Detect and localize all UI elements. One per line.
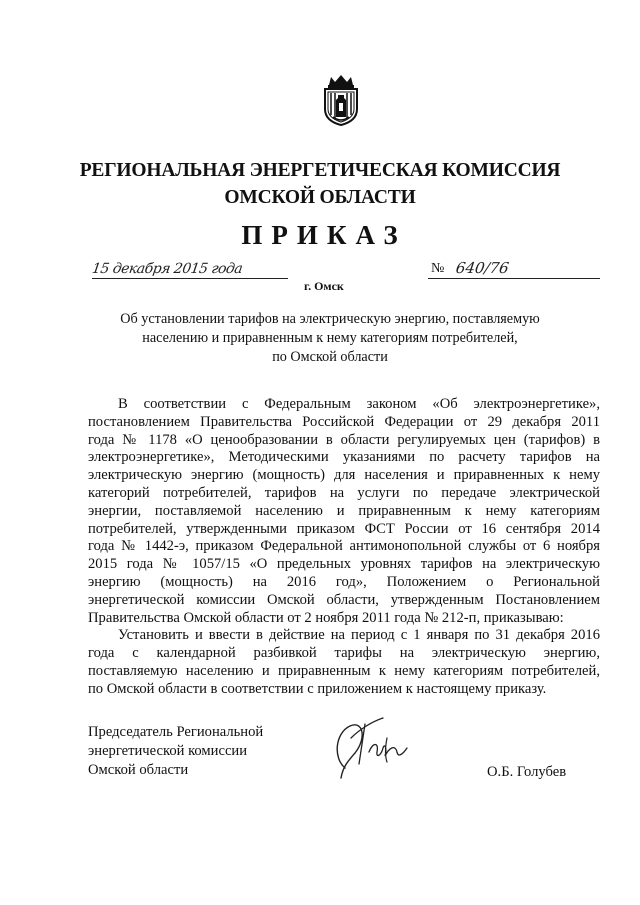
- organization-name-line2: ОМСКОЙ ОБЛАСТИ: [224, 187, 416, 208]
- signer-position-line: Председатель Региональной: [88, 724, 264, 740]
- signer-position: [88, 723, 263, 780]
- body-line: электрическую энергию (мощность) для населения и приравненных к нему: [88, 467, 600, 484]
- order-number-handwritten: 640/76: [454, 259, 511, 277]
- body-line: электроэнергетике», Методическими указаниями по расчету тарифов на: [88, 449, 600, 466]
- body-line: поставляемую населению и приравненным к нему категориям потребителей,: [88, 662, 600, 679]
- body-line: В соответствии с Федеральным законом «Об электроэнергетике»,: [118, 396, 600, 412]
- body-line: по Омской области в соответствии с приложением к настоящему приказу.: [88, 680, 547, 697]
- body-line: потребителей, утвержденными приказом ФСТ России от 16 сентября 2014: [88, 520, 600, 537]
- city-label: г. Омск: [304, 279, 344, 293]
- body-line: энергии, поставляемой населению и приравненным к нему категориям: [88, 502, 600, 519]
- order-date-handwritten: 15 декабря 2015 года: [90, 261, 244, 277]
- body-line: энергетической комиссии Омской области, утвержденным Постановлением: [88, 591, 600, 608]
- order-date-field: [92, 258, 288, 279]
- coat-of-arms-icon: [321, 73, 361, 126]
- signer-position-line: Омской области: [88, 762, 189, 778]
- body-line: года № 1178 «О ценообразовании в области регулируемых цен (тарифов) в: [88, 431, 600, 448]
- order-body: [88, 396, 600, 699]
- signature-icon: [325, 708, 415, 788]
- body-line: Установить и ввести в действие на период с 1 января по 31 декабря 2016: [118, 627, 600, 644]
- number-sign: №: [431, 261, 445, 276]
- organization-name-line1: РЕГИОНАЛЬНАЯ ЭНЕРГЕТИЧЕСКАЯ КОМИССИЯ: [79, 160, 561, 181]
- order-subject: [100, 310, 560, 367]
- body-line: года № 1442-э, приказом Федеральной антимонопольной службы от 6 ноября: [88, 538, 600, 555]
- body-line: Правительства Омской области от 2 ноября 2011 года № 212-п, приказываю:: [88, 609, 564, 626]
- signer-position-line: энергетической комиссии: [88, 743, 248, 759]
- body-line: постановлением Правительства Российской Федерации от 29 декабря 2011: [88, 413, 600, 430]
- body-line: 2015 года № 1057/15 «О предельных уровнях тарифов на электрическую: [88, 556, 600, 573]
- subject-line: по Омской области: [272, 349, 388, 365]
- document-type-title: ПРИКАЗ: [241, 220, 407, 250]
- subject-line: населению и приравненным к нему категориям потребителей,: [142, 330, 518, 346]
- signer-name: О.Б. Голубев: [487, 764, 567, 780]
- subject-line: Об установлении тарифов на электрическую энергию, поставляемую: [120, 311, 540, 327]
- order-number-field: [428, 258, 600, 279]
- body-line: энергию (мощность) на 2016 год», Положением о Региональной: [88, 573, 600, 590]
- body-line: года с календарной разбивкой тарифы на электрическую энергию,: [88, 645, 600, 662]
- body-line: категорий потребителей, тарифов на услуги по передаче электрической: [88, 484, 600, 501]
